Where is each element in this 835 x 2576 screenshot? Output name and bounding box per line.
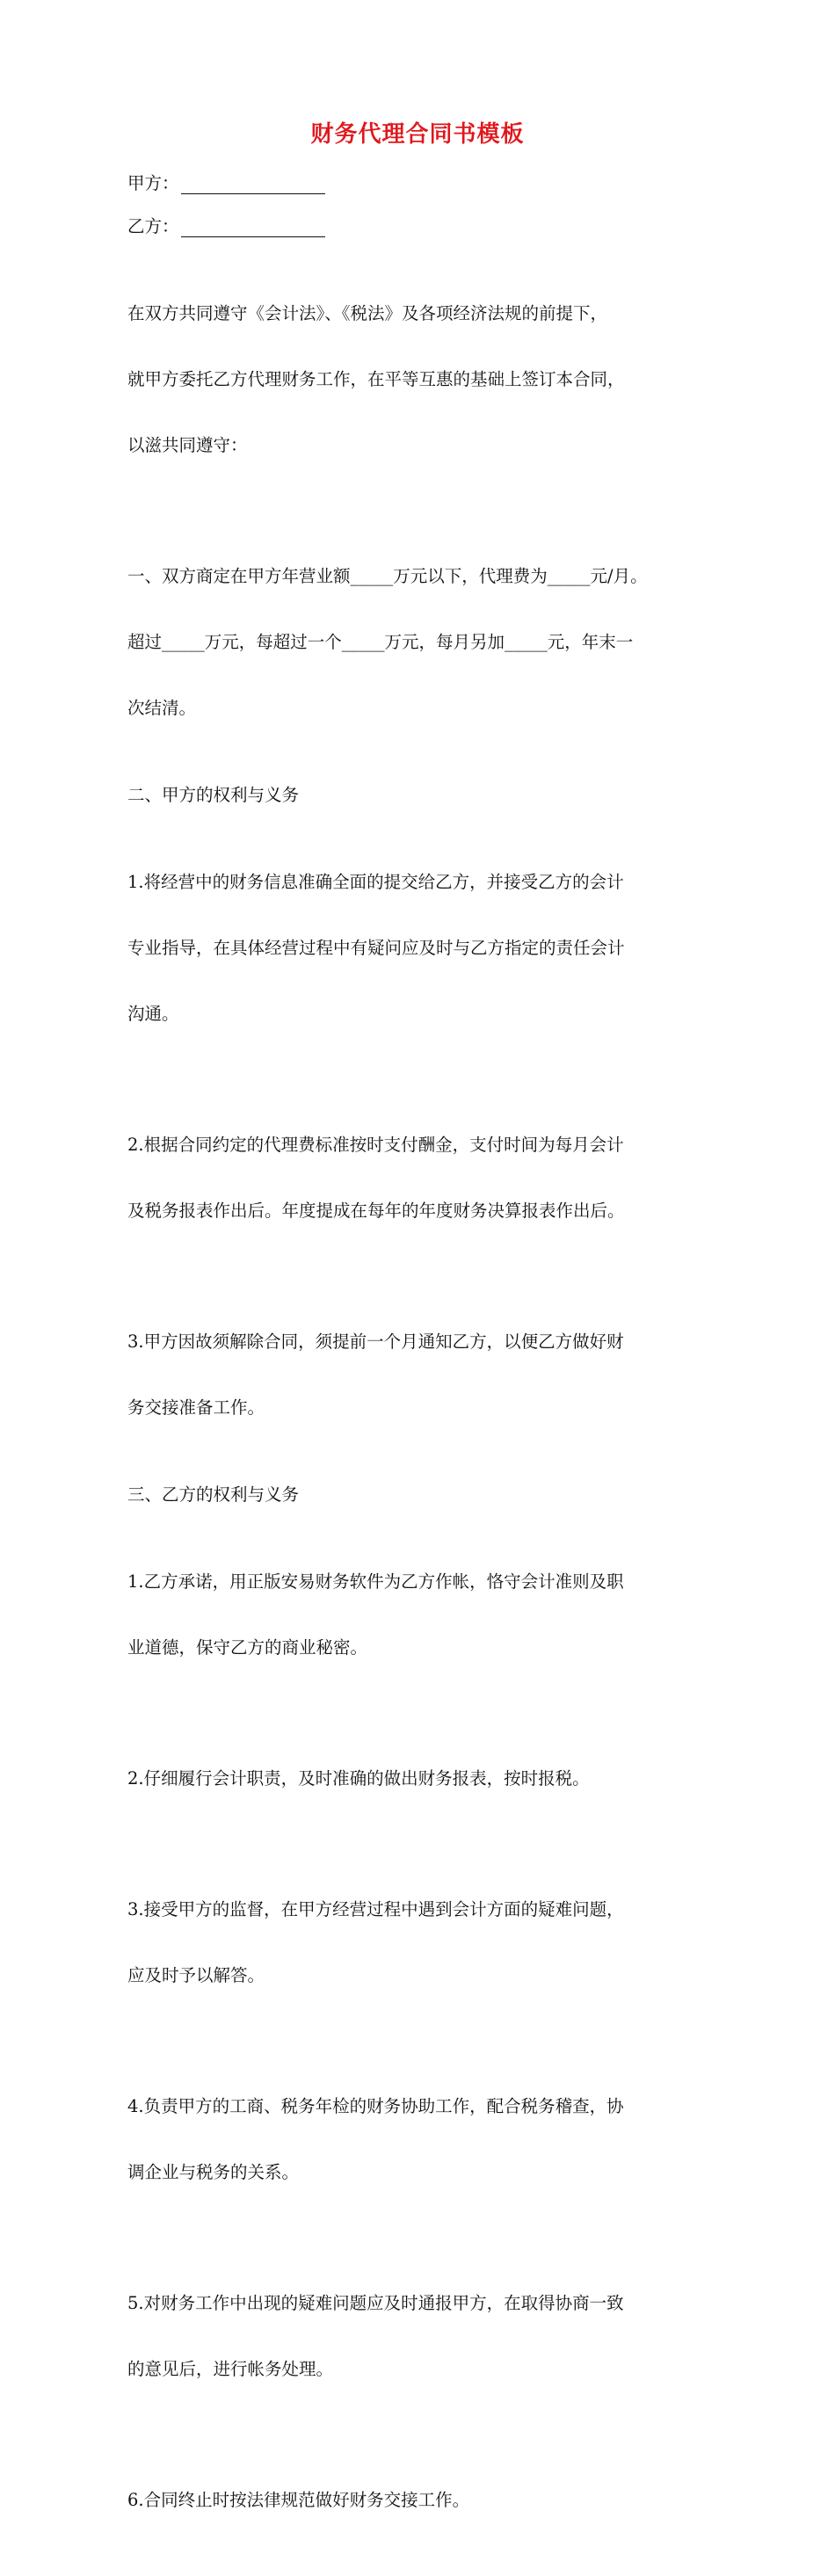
party-b-blank bbox=[181, 221, 325, 237]
item-line: 6.合同终止时按法律规范做好财务交接工作。 bbox=[127, 2490, 470, 2510]
item-line: 5.对财务工作中出现的疑难问题应及时通报甲方，在取得协商一致 bbox=[127, 2293, 624, 2313]
section2-item-2 bbox=[127, 1090, 716, 1266]
item-line: 3.接受甲方的监督，在甲方经营过程中遇到会计方面的疑难问题， bbox=[127, 1899, 624, 1919]
item-line: 4.负责甲方的工商、税务年检的财务协助工作，配合税务稽查，协 bbox=[127, 2096, 624, 2116]
section1-line: 次结清。 bbox=[127, 698, 197, 718]
section1-paragraph bbox=[127, 521, 716, 763]
item-line: 及税务报表作出后。年度提成在每年的年度财务决算报表作出后。 bbox=[127, 1201, 625, 1221]
item-line: 沟通。 bbox=[127, 1004, 179, 1024]
section2-item-1 bbox=[127, 827, 716, 1069]
section3-item-2 bbox=[127, 1723, 716, 1833]
section3-item-5 bbox=[127, 2248, 716, 2424]
section3-item-6 bbox=[127, 2445, 716, 2555]
item-line: 务交接准备工作。 bbox=[127, 1397, 265, 1418]
item-line: 调企业与税务的关系。 bbox=[127, 2162, 300, 2182]
section2-heading: 二、甲方的权利与义务 bbox=[127, 785, 300, 805]
party-a-line bbox=[127, 172, 716, 194]
item-line: 3.甲方因故须解除合同，须提前一个月通知乙方，以便乙方做好财 bbox=[127, 1332, 624, 1352]
section3-item-3 bbox=[127, 1854, 716, 2030]
section3-item-4 bbox=[127, 2051, 716, 2227]
preamble-paragraph bbox=[127, 258, 716, 500]
preamble-line: 就甲方委托乙方代理财务工作，在平等互惠的基础上签订本合同， bbox=[127, 369, 625, 389]
item-line: 应及时予以解答。 bbox=[127, 1965, 265, 1985]
section1-line: 一、双方商定在甲方年营业额_____万元以下，代理费为_____元/月。 bbox=[127, 566, 648, 586]
item-line: 1.乙方承诺，用正版安易财务软件为乙方作帐，恪守会计准则及职 bbox=[127, 1571, 624, 1592]
item-line: 1.将经营中的财务信息准确全面的提交给乙方，并接受乙方的会计 bbox=[127, 872, 624, 892]
item-line: 的意见后，进行帐务处理。 bbox=[127, 2359, 334, 2379]
section2-item-3 bbox=[127, 1287, 716, 1462]
party-a-label: 甲方： bbox=[127, 173, 179, 193]
preamble-line: 在双方共同遵守《会计法》、《税法》及各项经济法规的前提下， bbox=[127, 303, 608, 323]
document-title: 财务代理合同书模板 bbox=[310, 121, 525, 148]
party-a-blank bbox=[181, 178, 325, 194]
item-line: 专业指导，在具体经营过程中有疑问应及时与乙方指定的责任会计 bbox=[127, 938, 625, 958]
item-line: 业道德，保守乙方的商业秘密。 bbox=[127, 1637, 368, 1658]
document-body bbox=[127, 172, 716, 2576]
section1-line: 超过_____万元，每超过一个_____万元，每月另加_____元，年末一 bbox=[127, 632, 634, 652]
party-b-label: 乙方： bbox=[127, 216, 179, 236]
item-line: 2.根据合同约定的代理费标准按时支付酬金，支付时间为每月会计 bbox=[127, 1135, 624, 1155]
party-b-line bbox=[127, 215, 716, 237]
section3-item-1 bbox=[127, 1527, 716, 1702]
preamble-line: 以滋共同遵守： bbox=[127, 435, 248, 455]
section3-heading: 三、乙方的权利与义务 bbox=[127, 1484, 300, 1505]
item-line: 2.仔细履行会计职责，及时准确的做出财务报表，按时报税。 bbox=[127, 1768, 590, 1789]
